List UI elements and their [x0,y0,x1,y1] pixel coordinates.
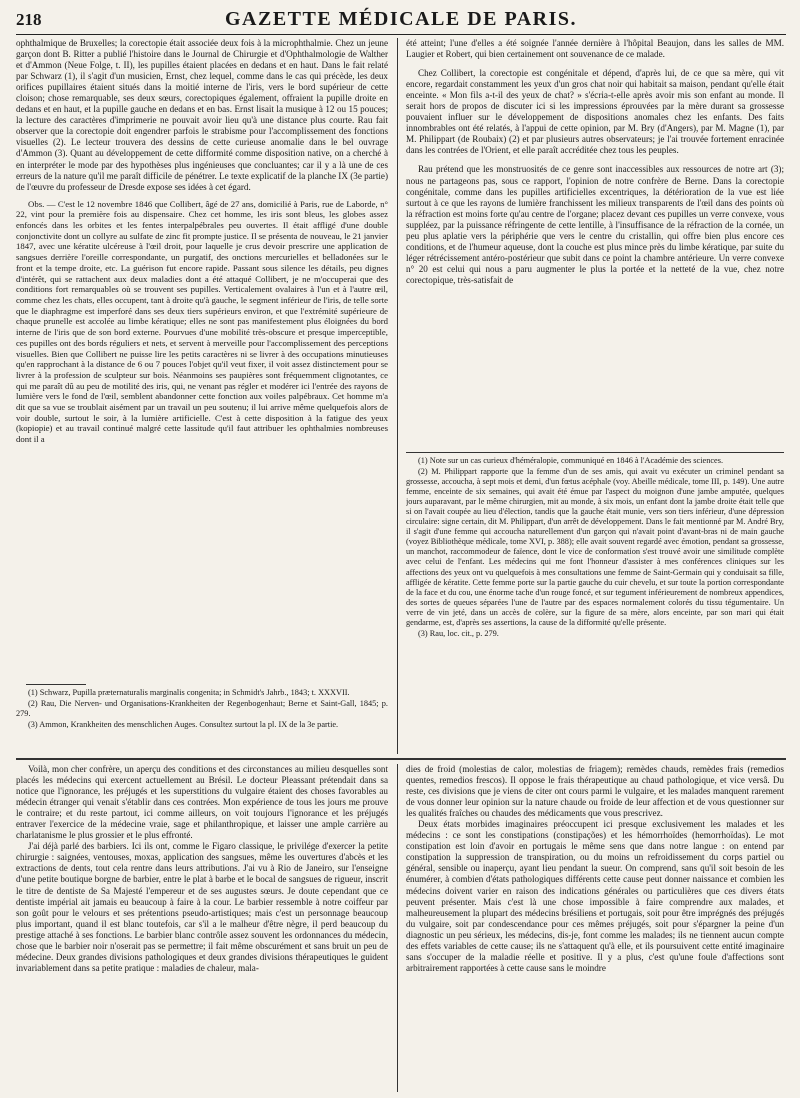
footnote: (2) M. Philippart rapporte que la femme d'un de ses amis, qui avait vu exécuter un criminel pendant sa grossesse, accoucha, à sept mois et demi, d'un fœtus acéphale (voy. Abeille médicale, tome III, p. 149). Une autre femme, enceinte de six semaines, qui avait été émue par l'aspect du moignon d'une jambe amputée, quelques jours auparavant, par le même chirurgien, mit au monde, à six mois, un enfant dont la jambe droite était telle que si on l'avait coupée au lieu d'élection, tandis que la gauche était munie, vers son tiers inférieur, d'une dépression circulaire: signe certain, dit M. Philippart, d'un arrêt de développement. Dans le fait mentionné par M. André Bry, il s'agit d'une femme qui accoucha naturellement d'un garçon qui n'avait point d'avant-bras ni de main gauche (voyez Bibliothèque médicale, tome XVI, p. 388); elle avait souvent regardé avec émotion, pendant sa grossesse, un manchot, raccommodeur de faïence, dont le vice de conformation s'est trouvé avoir une similitude complète avec celui de l'enfant. Les médecins qui me font l'honneur d'assister à mes conférences cliniques sur les affections des yeux ont vu quelquefois à mes consultations une femme de Saint-Germain qui y conduisait sa fille, affligée de kératite. Cette femme porte sur la partie gauche du cuir chevelu, et sur toute la portion correspondante de la face et du cou, une énorme tache d'un rouge foncé, et sur tegument inférieurement de nombreux appendices, des sortes de queues séparées l'une de l'autre par des espaces normalement colorés du tissu tégumentaire. Un verre de vin jeté, dans un accès de colère, sur la figure de sa mère, alors enceinte, par son mari qui était gendarme, est, d'après ses assertions, la cause de la difformité qu'elle présente. [406,467,784,627]
paragraph: Deux états morbides imaginaires préoccupent ici presque exclusivement les malades et les médecins : ce sont les constipations (constipações) et les hémorrhoïdes (hemorrhoïdas). Le mot constipation est loin d'avoir en portugais le même sens que dans notre langue : on entend par constipation la suppression de transpiration, ou du moins un refroidissement du corps partiel ou général, sensible ou inaperçu, ayant lieu pendant la sueur. On comprend, sans qu'il soit besoin de les énumérer, à combien d'états pathologiques différents cette cause peut donner naissance et combien les médecins doivent varier en raison des indications générales ou particulières que ces divers états peuvent présenter. Mais c'est là une chose impossible à faire comprendre aux malades, et malheureusement la plupart des médecins brésiliens et portugais, soit pour être imprégnés des préjugés du vulgaire, soit par condescendance pour ces mêmes préjugés, soit pour s'épargner la peine d'un diagnostic un peu sérieux, les médecins, dis-je, font comme les malades; ils ne tiennent aucun compte des effets variables de cette cause; ils ne s'attaquent qu'à elle, et ils poursuivent cette entité imaginaire sans s'occuper de la maladie réelle et positive. Il y a plus, c'est qu'une foule d'affections sont arbitrairement rapportées à cette cause sans le moindre [406,819,784,973]
paragraph: Rau prétend que les monstruosités de ce genre sont inaccessibles aux ressources de notre art (3); nous ne partageons pas, sous ce rapport, l'opinion de notre confrère de Berne. Dans la corectopie congénitale, comme dans les pupilles artificielles excentriques, la détérioration de la vue est liée surtout à ce que les rayons de lumière franchissent les milieux transparents de l'œil dans des points où la réfraction est moins forte qu'au centre de l'organe; placez devant ces pupilles un verre convexe, vous suppléez, par la puissance réfringente de cette lentille, à l'insuffisance de la réfraction de la cornée, un peu plus aplatie vers la périphérie que vers le centre du cristallin, qui offre bien plus encore ces conditions, et de l'humeur aqueuse, dont la couche est plus mince près du limbe kératique, par suite du léger rétrécissement antéro-postérieur que subit dans ce point la chambre antérieure. Un verre convexe n° 20 est celui qui nous a paru augmenter le plus la portée et la netteté de la vue, chez notre corectopique, très-satisfait de [406,164,784,285]
page-number: 218 [16,10,42,29]
bottom-left-column [16,764,388,1092]
paragraph: dies de froid (molestias de calor, molestias de friagem); remèdes chauds, remèdes frais (remedios quentes, remedios frescos). Il oppose le frais thérapeutique au chaud pathologique, et vice versâ. Du reste, ces divisions que je viens de citer ont cours parmi le vulgaire, et les malades manquent rarement de vous donner leur opinion sur la nature chaude ou froide de leur affection et de vous questionner sur les qualités fraîches ou chaudes des médicaments que vous prescrivez. [406,764,784,819]
running-title: GAZETTE MÉDICALE DE PARIS. [224,8,578,30]
column-divider [397,38,398,754]
section-divider [16,758,786,760]
top-right-footnotes [406,456,784,754]
top-right-column [406,38,784,448]
column-divider [397,764,398,1092]
footnote: (3) Ammon, Krankheiten des menschlichen Auges. Consultez surtout la pl. IX de la 3e partie. [28,720,339,730]
top-left-footnotes [16,688,388,752]
page-header [16,8,786,35]
paragraph: Voilà, mon cher confrère, un aperçu des conditions et des circonstances au milieu desquelles sont placés les médecins qui exercent actuellement au Brésil. Le docteur Pleassant prétendait dans sa notice que l'ignorance, les préjugés et les superstitions du vulgaire étaient des choses favorables au médecin étranger qui venait s'établir dans ces contrées. Mon expérience de tous les jours me prouve le contraire; et du reste partout, ici comme ailleurs, on voit toujours l'ignorance et les préjugés entraver l'exercice de la médecine vraie, sage et philanthropique, et laisser une ample carrière au charlatanisme le plus grossier et le plus effronté. [16,764,388,841]
bottom-right-column [406,764,784,1092]
footnote: (1) Schwarz, Pupilla præternaturalis marginalis congenita; in Schmidt's Jahrb., 1843; t. XXXVII. [28,688,350,697]
paragraph: ophthalmique de Bruxelles; la corectopie était associée deux fois à la microphthalmie. Chez un jeune garçon dont B. Ritter a publié l'histoire dans le Journal de Chirurgie et d'Ophthalmologie de Walther et d'Ammon (Neue Folge, t. II), les pupilles étaient placées en dedans et en haut. Dans le fait relaté par Schwarz (1), il s'agit d'un musicien, Ernst, chez lequel, comme dans le cas qui précède, les deux orifices pupillaires étaient situés dans la moitié interne de l'iris, vers le bord supérieur de cette cloison; chose remarquable, ses deux sœurs, corectopiques également, offraient la pupille droite en dedans et en haut, et la pupille gauche en dedans et en bas. Ernst lisait la musique à 12 ou 15 pouces; la lecture des caractères d'imprimerie ne pouvait avoir lieu qu'à une distance plus courte. Rau fait observer que la corectopie doit engendrer parfois le strabisme pour l'accomplissement des fonctions visuelles (2). Le lecteur trouvera des dessins de cette curieuse anomalie dans le bel ouvrage d'Ammon (3). Quant au développement de cette difformité comme disposition native, on a cherché à en interpréter le mode par des hypothèses plus ingénieuses que concluantes; car il y a là une de ces erreurs de la nature qu'il me paraît difficile de pénétrer. Le texte explicatif de la planche IX (3e partie) de l'œuvre du professeur de Dresde expose ses idées à cet égard. [16,38,388,192]
footnote: (1) Note sur un cas curieux d'héméralopie, communiqué en 1846 à l'Académie des sciences. [418,456,724,465]
footnote-rule [26,684,86,685]
paragraph: Chez Collibert, la corectopie est congénitale et dépend, d'après lui, de ce que sa mère, qui vit encore, regardait constamment les yeux d'un gros chat noir qui habitait sa maison, pendant qu'elle était enceinte. « Mon fils a-t-il des yeux de chat? » s'écria-t-elle après avoir mis son enfant au monde. Il serait hors de propos de discuter ici si les impressions éprouvées par la mère durant sa grossesse pouvaient influer sur le développement de dispositions anomales chez les enfants. Des faits innombrables ont été relatés, à l'appui de cette opinion, par M. Bry (d'Angers), par M. Magne (1), par M. Philippart (de Roubaix) (2) et par plusieurs autres observateurs; je l'ai trouvée fortement enracinée dans les contrées de l'Orient, et elle paraît accréditée chez tous les peuples. [406,68,784,156]
footnote: (3) Rau, loc. cit., p. 279. [418,628,499,638]
paragraph: été atteint; l'une d'elles a été soignée l'année dernière à l'hôpital Beaujon, dans les salles de MM. Laugier et Robert, qui bien certainement ont souvenance de ce malade. [406,38,784,60]
top-left-column [16,38,388,682]
observation-paragraph: Obs. — C'est le 12 novembre 1846 que Collibert, âgé de 27 ans, domicilié à Paris, rue de Laborde, n° 22, vint pour la première fois au dispensaire. Chez cet homme, les iris sont bleus, les globes assez enfoncés dans les orbites et les fentes interpalpébrales peu ouvertes. Il était affligé d'une double conjonctivite dont un collyre au sulfate de zinc fit prompte justice. Il se présenta de nouveau, le 21 janvier 1847, avec une kératite ulcéreuse à l'œil droit, pour laquelle je crus devoir prescrire une application de sangsues derrière l'oreille correspondante, un purgatif, des onctions mercurielles et belladonées sur le front et la tempe droite, etc. La guérison fut encore rapide. Passant sous silence les détails, peu dignes d'intérêt, qui se rattachent aux deux maladies dont a été attaqué Collibert, je ne m'occuperai que des conditions fort remarquables où se trouvent ses pupilles. Verticalement ovalaires à l'un et à l'autre œil, comme chez les chats, elles occupent, tant à droite qu'à gauche, le segment inférieur de l'iris, de telle sorte que le diaphragme est imperforé dans ses deux tiers supérieurs environ, et que l'extrémité supérieure de chaque prunelle est accolée au limbe kératique; elles ne sont pas manifestement plus éloignées du bord interne de l'iris que de son bord externe. Pourvues d'une mobilité très-obscure et presque imperceptible, ces pupilles ont des bords réguliers et nets, et servent à merveille pour l'accomplissement des perceptions visuelles. Bien que Collibert ne puisse lire les petits caractères ni se livrer à des occupations minutieuses qu'en rapprochant à la distance de 6 ou 7 pouces l'objet qu'il veut fixer, il voit assez distinctement pour se livrer à la profession de sculpteur sur bois. Néanmoins ses paupières sont fréquemment clignotantes, ce qui me paraît dû au peu de motilité des iris, qui, ne venant pas régler et modérer ici l'entrée des rayons de lumière vers le fond de l'œil, semblent abandonner cette fonction aux voiles palpébraux. Cet homme m'a dit que sa vue se troublait aisément par un travail un peu soutenu; il lui arrive même quelquefois alors de voir double, surtout le soir, à la lumière artificielle. C'est à cette disposition à la fatigue des yeux (kopiopie) et au travail continué malgré cette lassitude qu'il faut attribuer les ophthalmies nombreuses dont il a [16,198,388,445]
section-rule [406,452,784,453]
footnote: (2) Rau, Die Nerven- und Organisations-Krankheiten der Regenbogenhaut; Berne et Saint-Gall, 1845; p. 279. [16,699,388,719]
paragraph: J'ai déjà parlé des barbiers. Ici ils ont, comme le Figaro classique, le privilége d'exercer la petite chirurgie : saignées, ventouses, moxas, application des sangsues, même les ouvertures d'abcès et les extractions de dents, tout cela rentre dans leurs attributions. J'ai vu à Rio de Janeiro, sur l'enseigne d'une petite boutique borgne de barbier, entre le plat à barbe et le bocal de sangsues de rigueur, inscrit le titre de dentiste de Sa Majesté l'empereur et de ses augustes sœurs. Je doute cependant que ce dentiste impérial ait jamais eu beaucoup à faire à la cour. Le barbier ressemble à notre coiffeur par son goût pour le velours et ses prétentions pseudo-artistiques; mais c'est un personnage beaucoup plus important, quand il est blanc toutefois, car s'il a le malheur d'être nègre, il perd beaucoup du prestige attaché à ses fonctions. Le barbier blanc contrôle assez souvent les ordonnances du médecin, chose que le barbier noir n'oserait pas se permettre; il fait même obscurément et sans bruit un peu de médecine. Deux grandes divisions pathologiques et deux grandes divisions thérapeutiques le guident invariablement dans sa petite pratique : maladies de chaleur, mala- [16,841,388,973]
